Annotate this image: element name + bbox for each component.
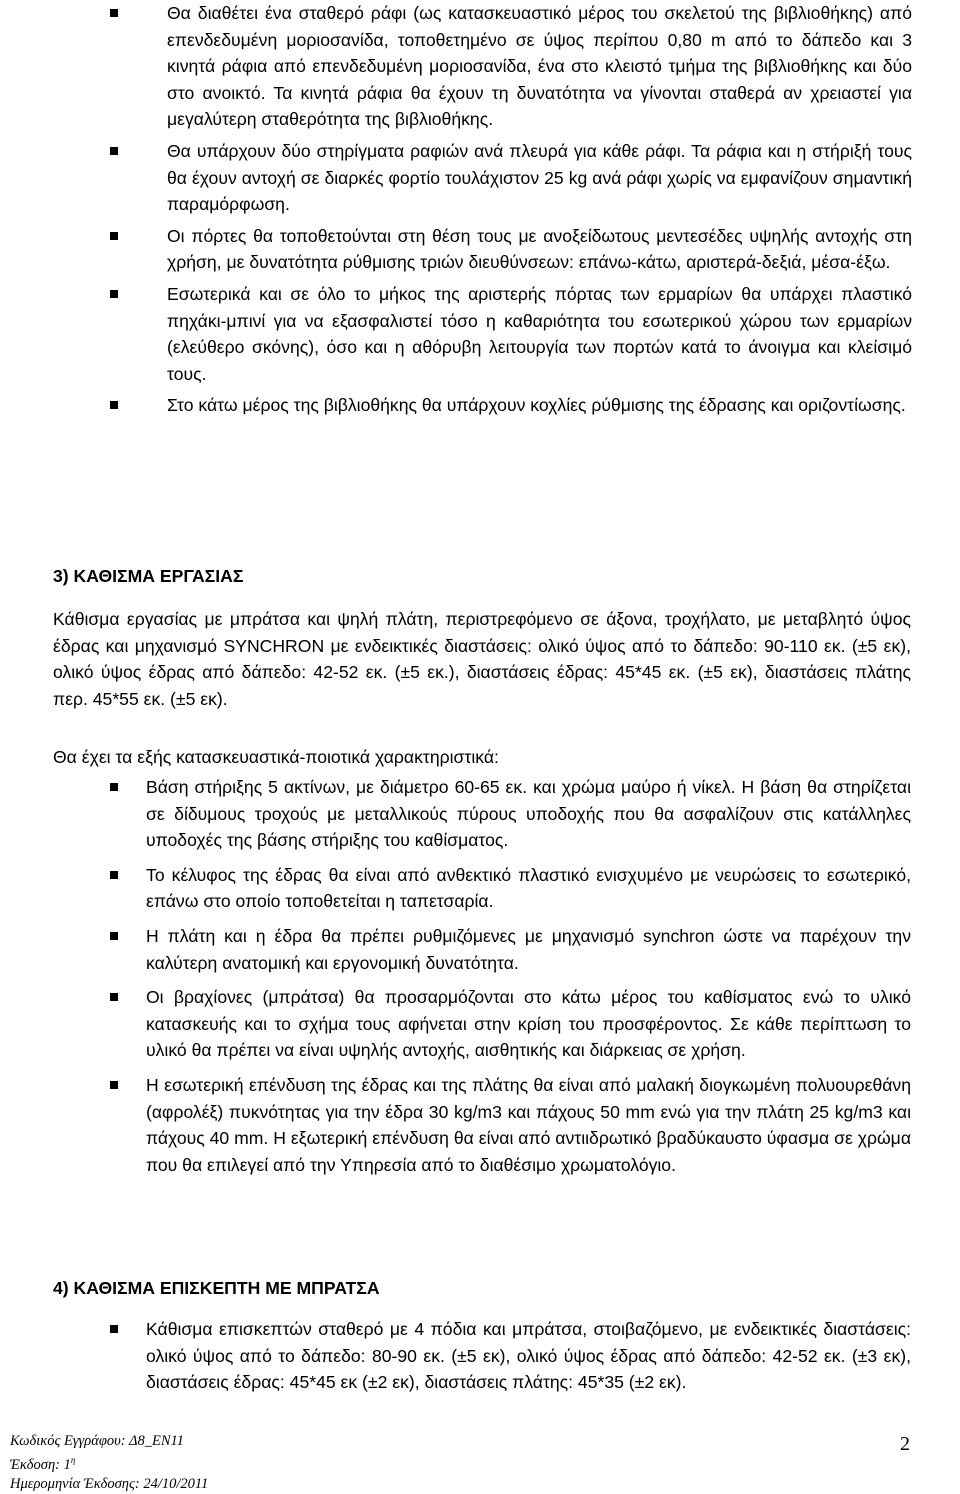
page-number: 2 bbox=[900, 1433, 910, 1455]
list-item: Θα υπάρχουν δύο στηρίγματα ραφιών ανά πλευρά για κάθε ράφι. Τα ράφια και η στήριξή τους θα έχουν αντοχή σε διαρκές φορτίο τουλάχιστον 25 kg ανά ράφι χωρίς να εμφανίζουν σημαντική παραμόρφωση. bbox=[167, 138, 912, 218]
document-footer bbox=[10, 1432, 208, 1494]
list-item: Κάθισμα επισκεπτών σταθερό με 4 πόδια και μπράτσα, στοιβαζόμενο, με ενδεικτικές διαστάσεις: ολικό ύψος από το δάπεδο: 80-90 εκ. (±5 εκ), ολικό ύψος έδρας από δάπεδο: 42-52 εκ. (±3 εκ), διαστάσεις έδρας: 45*45 εκ (±2 εκ), διαστάσεις πλάτης: 45*35 (±2 εκ). bbox=[146, 1316, 911, 1396]
list-item: Οι πόρτες θα τοποθετούνται στη θέση τους με ανοξείδωτους μεντεσέδες υψηλής αντοχής στη χρήση, με δυνατότητα ρύθμισης τριών διευθύνσεων: επάνω-κάτω, αριστερά-δεξιά, μέσα-έξω. bbox=[167, 223, 912, 276]
list-item: Το κέλυφος της έδρας θα είναι από ανθεκτικό πλαστικό ενισχυμένο με νευρώσεις το εσωτερικό, επάνω στο οποίο τοποθετείται η ταπετσαρία. bbox=[146, 862, 911, 915]
footer-date: Ημερομηνία Έκδοσης: 24/10/2011 bbox=[10, 1475, 209, 1492]
list-item: Εσωτερικά και σε όλο το μήκος της αριστερής πόρτας των ερμαρίων θα υπάρχει πλαστικό πηχάκι-μπινί για να εξασφαλιστεί τόσο η καθαριότητα του εσωτερικού χώρου των ερμαρίων (ελεύθερο σκόνης), όσο και η αθόρυβη λειτουργία των πορτών κατά το άνοιγμα και κλείσιμό τους. bbox=[167, 281, 912, 387]
section-heading-visitor-chair: 4) ΚΑΘΙΣΜΑ ΕΠΙΣΚΕΠΤΗ ΜΕ ΜΠΡΑΤΣΑ bbox=[53, 1278, 380, 1298]
bullet-list-chair-features bbox=[146, 774, 911, 1178]
list-item: Η εσωτερική επένδυση της έδρας και της πλάτης θα είναι από μαλακή διογκωμένη πολυουρεθάνη (αφρολέξ) πυκνότητας για την έδρα 30 kg/m3 και πάχους 50 mm ενώ για την πλάτη 25 kg/m3 και πάχους 40 mm. Η εξωτερική επένδυση θα είναι από αντιιδρωτικό βραδύκαυστο ύφασμα σε χρώμα που θα επιλεγεί από την Υπηρεσία από το διαθέσιμο χρωματολόγιο. bbox=[146, 1072, 911, 1178]
footer-doc-code: Κωδικός Εγγράφου: Δ8_ΕΝ11 bbox=[10, 1433, 184, 1449]
section-intro: Θα έχει τα εξής κατασκευαστικά-ποιοτικά χαρακτηριστικά: bbox=[53, 747, 499, 767]
footer-edition-label: Έκδοση: 1 bbox=[10, 1456, 71, 1473]
list-item: Η πλάτη και η έδρα θα πρέπει ρυθμιζόμενες με μηχανισμό synchron ώστε να παρέχουν την καλύτερη ανατομική και εργονομική δυνατότητα. bbox=[146, 923, 911, 976]
footer-edition-suffix: η bbox=[70, 1455, 76, 1465]
list-item: Οι βραχίονες (μπράτσα) θα προσαρμόζονται στο κάτω μέρος του καθίσματος ενώ το υλικό κατασκευής και το σχήμα τους αφήνεται στην κρίση του προσφέροντος. Σε κάθε περίπτωση το υλικό θα πρέπει να είναι υψηλής αντοχής, αισθητικής και διάρκειας σε χρήση. bbox=[146, 984, 911, 1064]
section-heading-work-chair: 3) ΚΑΘΙΣΜΑ ΕΡΓΑΣΙΑΣ bbox=[53, 566, 244, 586]
list-item: Στο κάτω μέρος της βιβλιοθήκης θα υπάρχουν κοχλίες ρύθμισης της έδρασης και οριζοντίωσης. bbox=[167, 392, 912, 419]
list-item: Βάση στήριξης 5 ακτίνων, με διάμετρο 60-65 εκ. και χρώμα μαύρο ή νίκελ. Η βάση θα στηρίζεται σε δίδυμους τροχούς με μεταλλικούς πύρους υποδοχής που θα ασφαλίζουν στις κατάλληλες υποδοχές της βάσης στήριξης του καθίσματος. bbox=[146, 774, 911, 854]
section-paragraph: Κάθισμα εργασίας με μπράτσα και ψηλή πλάτη, περιστρεφόμενο σε άξονα, τροχήλατο, με μεταβλητό ύψος έδρας και μηχανισμό SYNCHRON με ενδεικτικές διαστάσεις: ολικό ύψος από το δάπεδο: 90-110 εκ. (±5 εκ), ολικό ύψος έδρας από δάπεδο: 42-52 εκ. (±5 εκ.), διαστάσεις έδρας: 45*45 εκ. (±5 εκ), διαστάσεις πλάτης περ. 45*55 εκ. (±5 εκ). bbox=[53, 609, 911, 709]
bullet-list-bookcase bbox=[167, 0, 912, 419]
list-item: Θα διαθέτει ένα σταθερό ράφι (ως κατασκευαστικό μέρος του σκελετού της βιβλιοθήκης) από επενδεδυμένη μοριοσανίδα, τοποθετημένο σε ύψος περίπου 0,80 m από το δάπεδο και 3 κινητά ράφια από επενδεδυμένη μοριοσανίδα, ένα στο κλειστό τμήμα της βιβλιοθήκης και δύο στο ανοικτό. Τα κινητά ράφια θα έχουν τη δυνατότητα να γίνονται σταθερά αν χρειαστεί για μεγαλύτερη σταθερότητα της βιβλιοθήκης. bbox=[167, 0, 912, 133]
bullet-list-visitor-chair bbox=[146, 1316, 911, 1396]
footer-edition bbox=[10, 1451, 208, 1475]
